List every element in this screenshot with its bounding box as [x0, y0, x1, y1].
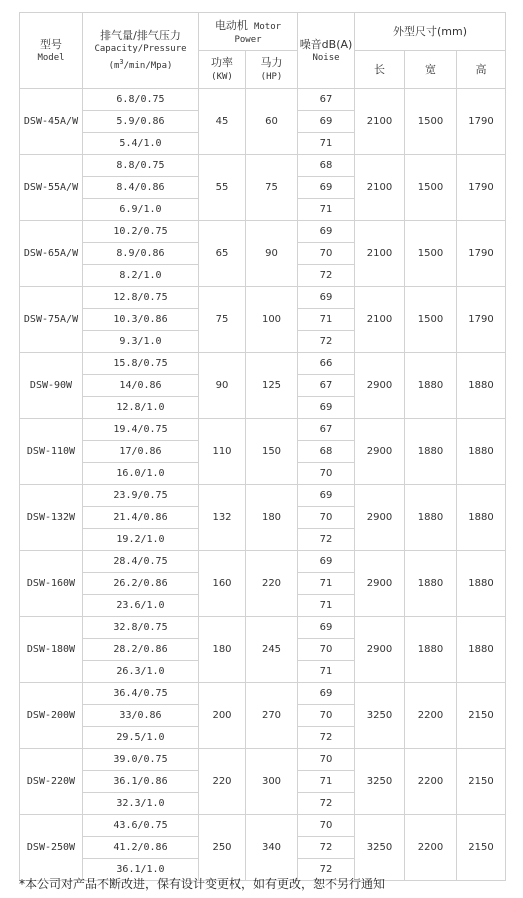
height-cell: 1880 [457, 551, 506, 617]
power-hp-cell: 150 [246, 419, 298, 485]
capacity-cell: 12.8/1.0 [83, 397, 199, 419]
capacity-cell: 8.4/0.86 [83, 177, 199, 199]
capacity-cell: 23.9/0.75 [83, 485, 199, 507]
header-capacity: 排气量/排气压力 Capacity/Pressure $(m^3/\min/Mpa)$ [83, 13, 199, 89]
height-cell: 1790 [457, 221, 506, 287]
model-cell: DSW-110W [20, 419, 83, 485]
width-cell: 2200 [405, 815, 457, 881]
capacity-cell: 32.3/1.0 [83, 793, 199, 815]
noise-cell: 71 [298, 133, 355, 155]
noise-cell: 69 [298, 287, 355, 309]
power-hp-cell: 270 [246, 683, 298, 749]
noise-cell: 69 [298, 397, 355, 419]
width-cell: 1880 [405, 419, 457, 485]
length-cell: 2900 [355, 485, 405, 551]
capacity-cell: 14/0.86 [83, 375, 199, 397]
noise-cell: 66 [298, 353, 355, 375]
noise-cell: 67 [298, 375, 355, 397]
table-row [20, 485, 506, 507]
noise-cell: 70 [298, 749, 355, 771]
capacity-cell: 5.4/1.0 [83, 133, 199, 155]
capacity-cell: 16.0/1.0 [83, 463, 199, 485]
height-cell: 1790 [457, 155, 506, 221]
capacity-cell: 29.5/1.0 [83, 727, 199, 749]
capacity-cell: 10.2/0.75 [83, 221, 199, 243]
power-hp-cell: 100 [246, 287, 298, 353]
height-cell: 1790 [457, 287, 506, 353]
power-kw-cell: 220 [199, 749, 246, 815]
capacity-cell: 36.1/0.86 [83, 771, 199, 793]
width-cell: 1500 [405, 89, 457, 155]
capacity-unit-sup: 3 [119, 58, 124, 66]
capacity-cell: 8.8/0.75 [83, 155, 199, 177]
capacity-cell: 6.9/1.0 [83, 199, 199, 221]
noise-cell: 70 [298, 243, 355, 265]
power-hp-cell: 300 [246, 749, 298, 815]
capacity-cell: 36.4/0.75 [83, 683, 199, 705]
capacity-cell: 26.3/1.0 [83, 661, 199, 683]
header-model: 型号 Model [20, 13, 83, 89]
capacity-cell: 17/0.86 [83, 441, 199, 463]
noise-cell: 70 [298, 507, 355, 529]
capacity-cell: 6.8/0.75 [83, 89, 199, 111]
noise-cell: 71 [298, 573, 355, 595]
power-kw-cell: 180 [199, 617, 246, 683]
power-hp-cell: 125 [246, 353, 298, 419]
header-height: 高 [457, 51, 506, 89]
length-cell: 2900 [355, 419, 405, 485]
power-kw-cell: 75 [199, 287, 246, 353]
header-length: 长 [355, 51, 405, 89]
power-kw-cell: 160 [199, 551, 246, 617]
height-cell: 1880 [457, 485, 506, 551]
noise-cell: 67 [298, 419, 355, 441]
noise-cell: 69 [298, 683, 355, 705]
noise-cell: 71 [298, 199, 355, 221]
power-hp-cell: 60 [246, 89, 298, 155]
width-cell: 1880 [405, 617, 457, 683]
length-cell: 2100 [355, 89, 405, 155]
noise-cell: 69 [298, 617, 355, 639]
capacity-cell: 43.6/0.75 [83, 815, 199, 837]
length-cell: 3250 [355, 749, 405, 815]
capacity-cell: 9.3/1.0 [83, 331, 199, 353]
noise-cell: 72 [298, 837, 355, 859]
model-cell: DSW-200W [20, 683, 83, 749]
power-hp-cell: 180 [246, 485, 298, 551]
header-dimensions: 外型尺寸(mm) [355, 13, 506, 51]
capacity-cell: 36.1/1.0 [83, 859, 199, 881]
table-row [20, 815, 506, 837]
capacity-cell: 26.2/0.86 [83, 573, 199, 595]
spec-table [19, 12, 506, 881]
table-row [20, 155, 506, 177]
capacity-unit-post: /min/Mpa) [123, 61, 173, 71]
noise-cell: 69 [298, 551, 355, 573]
height-cell: 1790 [457, 89, 506, 155]
model-cell: DSW-90W [20, 353, 83, 419]
power-hp-cell: 75 [246, 155, 298, 221]
power-hp-cell: 220 [246, 551, 298, 617]
capacity-cell: 8.2/1.0 [83, 265, 199, 287]
power-kw-cell: 250 [199, 815, 246, 881]
length-cell: 2100 [355, 155, 405, 221]
table-row [20, 617, 506, 639]
noise-cell: 68 [298, 155, 355, 177]
capacity-unit-pre: (m [108, 61, 120, 71]
spec-table-body [20, 89, 506, 881]
power-kw-cell: 90 [199, 353, 246, 419]
noise-cell: 69 [298, 177, 355, 199]
model-cell: DSW-220W [20, 749, 83, 815]
height-cell: 2150 [457, 749, 506, 815]
power-hp-cell: 245 [246, 617, 298, 683]
capacity-cell: 28.4/0.75 [83, 551, 199, 573]
noise-cell: 72 [298, 331, 355, 353]
model-cell: DSW-250W [20, 815, 83, 881]
header-motor: 电动机 Motor Power [199, 13, 298, 51]
header-width: 宽 [405, 51, 457, 89]
capacity-cell: 41.2/0.86 [83, 837, 199, 859]
noise-cell: 70 [298, 463, 355, 485]
table-row [20, 353, 506, 375]
width-cell: 1500 [405, 287, 457, 353]
capacity-cell: 15.8/0.75 [83, 353, 199, 375]
width-cell: 1880 [405, 485, 457, 551]
power-hp-cell: 340 [246, 815, 298, 881]
power-kw-cell: 132 [199, 485, 246, 551]
header-noise: 噪音dB(A) Noise [298, 13, 355, 89]
noise-cell: 71 [298, 595, 355, 617]
height-cell: 1880 [457, 617, 506, 683]
table-row [20, 419, 506, 441]
length-cell: 3250 [355, 815, 405, 881]
noise-cell: 69 [298, 221, 355, 243]
capacity-cell: 12.8/0.75 [83, 287, 199, 309]
width-cell: 2200 [405, 683, 457, 749]
capacity-cell: 32.8/0.75 [83, 617, 199, 639]
table-row [20, 221, 506, 243]
capacity-cell: 21.4/0.86 [83, 507, 199, 529]
power-kw-cell: 55 [199, 155, 246, 221]
model-cell: DSW-180W [20, 617, 83, 683]
header-power-hp: 马力 (HP) [246, 51, 298, 89]
power-kw-cell: 65 [199, 221, 246, 287]
width-cell: 1500 [405, 155, 457, 221]
width-cell: 1880 [405, 551, 457, 617]
height-cell: 2150 [457, 815, 506, 881]
power-kw-cell: 110 [199, 419, 246, 485]
capacity-cell: 39.0/0.75 [83, 749, 199, 771]
model-cell: DSW-65A/W [20, 221, 83, 287]
capacity-cell: 19.2/1.0 [83, 529, 199, 551]
noise-cell: 72 [298, 265, 355, 287]
capacity-cell: 10.3/0.86 [83, 309, 199, 331]
model-cell: DSW-160W [20, 551, 83, 617]
power-kw-cell: 200 [199, 683, 246, 749]
table-row [20, 749, 506, 771]
power-kw-cell: 45 [199, 89, 246, 155]
capacity-cell: 5.9/0.86 [83, 111, 199, 133]
length-cell: 2100 [355, 287, 405, 353]
model-cell: DSW-75A/W [20, 287, 83, 353]
width-cell: 1880 [405, 353, 457, 419]
height-cell: 1880 [457, 419, 506, 485]
noise-cell: 70 [298, 705, 355, 727]
length-cell: 2900 [355, 617, 405, 683]
noise-cell: 72 [298, 727, 355, 749]
width-cell: 2200 [405, 749, 457, 815]
model-cell: DSW-55A/W [20, 155, 83, 221]
length-cell: 2900 [355, 353, 405, 419]
capacity-cell: 23.6/1.0 [83, 595, 199, 617]
length-cell: 2100 [355, 221, 405, 287]
noise-cell: 67 [298, 89, 355, 111]
capacity-cell: 33/0.86 [83, 705, 199, 727]
table-row [20, 89, 506, 111]
noise-cell: 71 [298, 661, 355, 683]
table-row [20, 551, 506, 573]
model-cell: DSW-45A/W [20, 89, 83, 155]
noise-cell: 69 [298, 111, 355, 133]
capacity-cell: 28.2/0.86 [83, 639, 199, 661]
height-cell: 1880 [457, 353, 506, 419]
height-cell: 2150 [457, 683, 506, 749]
model-cell: DSW-132W [20, 485, 83, 551]
noise-cell: 68 [298, 441, 355, 463]
table-row [20, 287, 506, 309]
noise-cell: 71 [298, 771, 355, 793]
noise-cell: 72 [298, 529, 355, 551]
capacity-cell: 8.9/0.86 [83, 243, 199, 265]
noise-cell: 71 [298, 309, 355, 331]
noise-cell: 69 [298, 485, 355, 507]
power-hp-cell: 90 [246, 221, 298, 287]
header-power-kw: 功率 (KW) [199, 51, 246, 89]
length-cell: 2900 [355, 551, 405, 617]
noise-cell: 72 [298, 793, 355, 815]
noise-cell: 70 [298, 639, 355, 661]
table-row [20, 683, 506, 705]
width-cell: 1500 [405, 221, 457, 287]
capacity-cell: 19.4/0.75 [83, 419, 199, 441]
footnote: *本公司对产品不断改进，保有设计变更权，如有更改，恕不另行通知 [19, 877, 386, 891]
noise-cell: 72 [298, 859, 355, 881]
noise-cell: 70 [298, 815, 355, 837]
length-cell: 3250 [355, 683, 405, 749]
